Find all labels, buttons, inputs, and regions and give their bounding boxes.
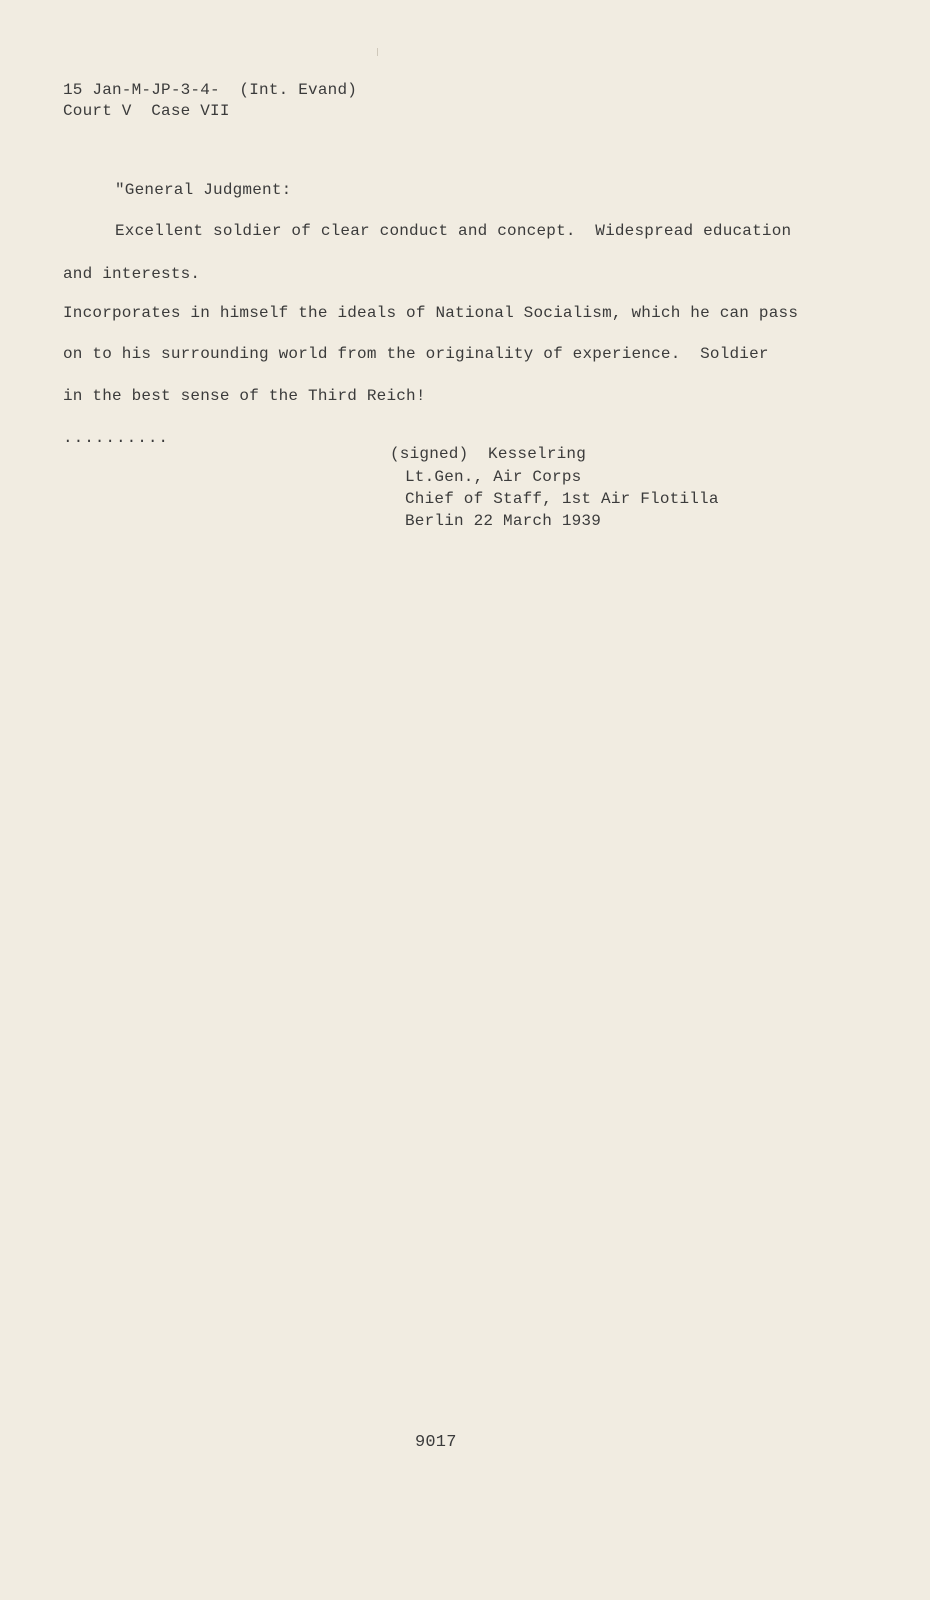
- paragraph-line: in the best sense of the Third Reich!: [63, 387, 426, 405]
- document-reference: 15 Jan-M-JP-3-4- (Int. Evand): [63, 81, 358, 99]
- ellipsis-separator: ..........: [63, 429, 170, 447]
- section-heading: "General Judgment:: [115, 181, 292, 199]
- paragraph-line: Excellent soldier of clear conduct and concept. Widespread education: [115, 222, 792, 240]
- paragraph-line: on to his surrounding world from the originality of experience. Soldier: [63, 345, 769, 363]
- signature-line: (signed) Kesselring: [390, 445, 587, 463]
- signature-place-date: Berlin 22 March 1939: [405, 512, 602, 530]
- paragraph-line: Incorporates in himself the ideals of National Socialism, which he can pass: [63, 304, 799, 322]
- court-case-reference: Court V Case VII: [63, 102, 230, 120]
- signature-title: Chief of Staff, 1st Air Flotilla: [405, 490, 719, 508]
- paragraph-line: and interests.: [63, 265, 201, 283]
- signature-rank: Lt.Gen., Air Corps: [405, 468, 582, 486]
- paper-mark: [377, 48, 378, 56]
- page-number: 9017: [415, 1433, 457, 1452]
